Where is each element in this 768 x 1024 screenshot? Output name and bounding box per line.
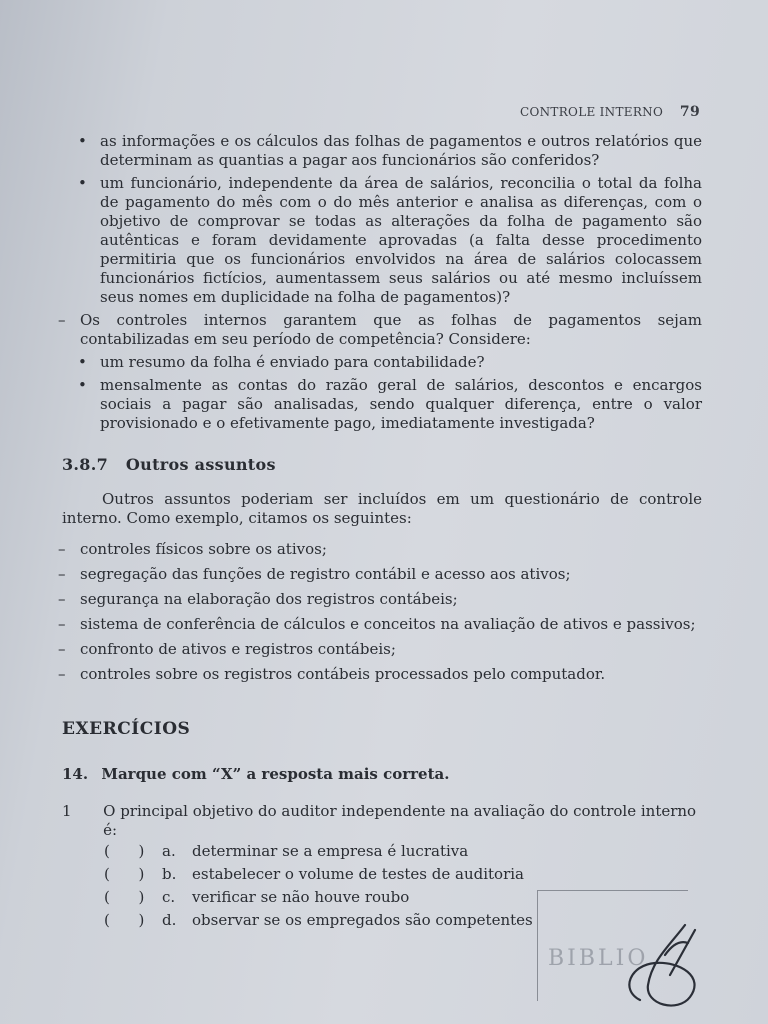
section-heading [62,455,702,474]
answer-box[interactable]: ( ) [104,865,145,883]
answer-option-a[interactable] [104,842,702,861]
option-letter: b. [162,865,177,883]
exercise-instruction [62,765,702,784]
option-letter: a. [162,842,176,860]
answer-box[interactable]: ( ) [104,842,145,860]
section-number: 3.8.7 [62,455,109,474]
exercises-heading: EXERCÍCIOS [62,719,191,739]
list-item: – sistema de conferência de cálculos e conceitos na avaliação de ativos e passivos; [62,615,702,634]
list-item: – segurança na elaboração dos registros contábeis; [62,590,702,609]
running-head [520,104,700,120]
topics-list [62,540,702,684]
list-item: – controles físicos sobre os ativos; [62,540,702,559]
option-text: verificar se não houve roubo [192,888,410,906]
list-item: – segregação das funções de registro contábil e acesso aos ativos; [62,565,702,584]
question-text: O principal objetivo do auditor independente na avaliação do controle interno é: [103,802,697,839]
option-text: observar se os empregados são competentes [192,911,533,929]
bullet-item: • mensalmente as contas do razão geral de salários, descontos e encargos sociais a pagar são analisadas, sendo qualquer diferença, entre o valor provisionado e o efetivamente pago, imediatamente investigada? [62,376,702,433]
answer-box[interactable]: ( ) [104,888,145,906]
bullet-item: • um resumo da folha é enviado para contabilidade? [62,353,702,372]
section-intro: Outros assuntos poderiam ser incluídos em um questionário de controle interno. Como exemplo, citamos os seguintes: [62,490,702,527]
exercise-number: 14. [62,765,89,783]
answer-box[interactable]: ( ) [104,911,145,929]
checklist-question: – Os controles internos garantem que as folhas de pagamentos sejam contabilizadas em seu período de competência? Considere: [62,311,702,349]
list-item: – confronto de ativos e registros contábeis; [62,640,702,659]
library-stamp-text: BIBLIO [548,946,649,971]
page-number: 79 [679,104,700,120]
option-letter: c. [162,888,176,906]
exercise-instruction-text: Marque com “X” a resposta mais correta. [101,765,450,783]
signature-scribble [610,905,710,1015]
option-text: determinar se a empresa é lucrativa [192,842,469,860]
running-title: CONTROLE INTERNO [520,105,664,119]
page-content [62,132,702,934]
bullet-item: • as informações e os cálculos das folhas de pagamentos e outros relatórios que determinam as quantias a pagar aos funcionários são conferidos? [62,132,702,170]
option-text: estabelecer o volume de testes de auditoria [192,865,524,883]
question-number: 1 [62,802,72,820]
exercise-question [62,802,702,840]
section-title: Outros assuntos [125,455,276,474]
bullet-item: • um funcionário, independente da área de salários, reconcilia o total da folha de pagamento do mês com o do mês anterior e analisa as diferenças, com o objetivo de comprovar se todas as alterações da folha de pagamento são autênticas e foram devidamente aprovadas (a falta desse procedimento permitiria que os funcionários envolvidos na área de salários colocassem funcionários fictícios, aumentassem seus salários ou até mesmo incluíssem seus nomes em duplicidade na folha de pagamentos)? [62,174,702,307]
answer-option-b[interactable] [104,865,702,884]
option-letter: d. [162,911,177,929]
list-item: – controles sobre os registros contábeis processados pelo computador. [62,665,702,684]
